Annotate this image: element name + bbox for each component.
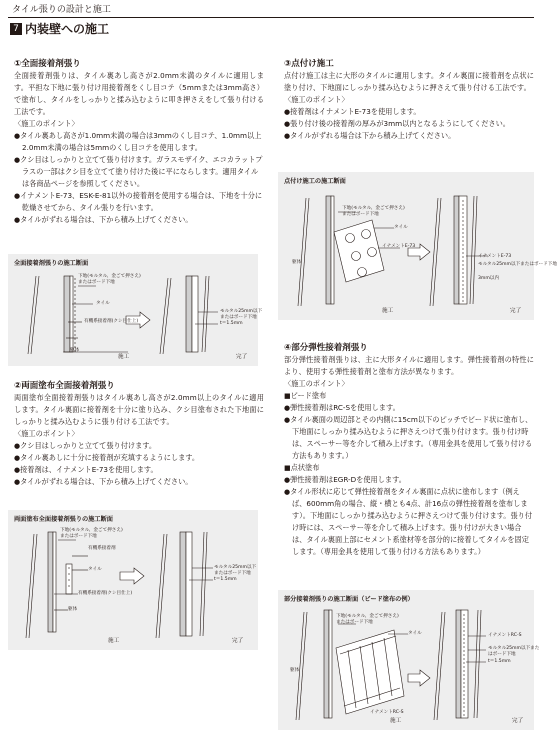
label-mortar-alt: またはボード下地 <box>220 315 257 320</box>
label-adhesive-back: 有機系接着剤 <box>88 546 116 551</box>
points-label: 〈施工のポイント〉 <box>284 95 349 104</box>
step-construction: 施工 <box>390 718 402 724</box>
label-mortar: モルタル25mm以下また <box>488 646 540 651</box>
label-mortar: モルタル25mm以下 <box>214 565 257 570</box>
bullet-item: ● タイル裏面の周辺部とその内側に15cm以下のピッチでビード状に塗布し、下地面にしっかり揉み込むように押さえつけて張り付けます。張り付け時は、スペーサー等を介して積み上げます。（専用金具を使用して張り付ける方法もあります。） <box>284 414 534 462</box>
subhead-bead: ■ ビード塗布 <box>284 390 534 402</box>
label-substrate: 下地(モルタル、金ごて押さえ) <box>78 274 141 279</box>
label-mortar: モルタル25mm以下またはボード下地 <box>478 262 557 267</box>
label-substrate: 下地(モルタル、金ごて押さえ) <box>60 528 123 533</box>
section-full-adhesive <box>14 58 264 226</box>
label-tile: タイル <box>88 567 102 572</box>
bullet-item: ● 接着剤は、イナメントE-73を使用します。 <box>14 464 264 476</box>
page-title: 内装壁への施工 <box>25 22 110 36</box>
label-structure: 躯体 <box>290 668 300 673</box>
label-thickness: 3mm以内 <box>478 276 500 281</box>
bullet-item: ● 張り付け後の接着剤の厚みが3mm以内となるようにしてください。 <box>284 118 534 130</box>
section-heading: ①全面接着剤張り <box>14 59 81 69</box>
bullet-item: ● クシ目はしっかりと立てて張り付けます。 <box>14 440 264 452</box>
step-construction: 施工 <box>108 638 120 644</box>
label-adhesive: 有機系接着剤(クシ目仕上) <box>78 591 133 596</box>
label-adhesive-left: イナメントRC-S <box>370 710 404 715</box>
label-thickness: t＝1.5mm <box>220 321 243 326</box>
section-number-badge: 7 <box>10 23 22 35</box>
diagram-title: 両面塗布全面接着剤張りの施工断面 <box>14 516 113 523</box>
label-tile: タイル <box>394 225 408 230</box>
label-thickness: t＝1.5mm <box>488 659 511 664</box>
label-adhesive: 有機系接着剤(クシ目仕上) <box>84 319 139 324</box>
section-spot-bonding <box>284 58 534 142</box>
header-rule <box>8 17 534 18</box>
label-structure: 躯体 <box>70 348 80 353</box>
label-adhesive-right: イナメントRC-S <box>488 633 522 638</box>
label-substrate: 下地(モルタル、金ごて押さえ) <box>336 614 399 619</box>
section-heading: ②両面塗布全面接着剤張り <box>14 381 115 391</box>
header-subtitle: タイル張りの設計と施工 <box>12 5 111 15</box>
bullet-item: ● イナメントE-73、ESK-E-81以外の接着剤を使用する場合は、下地を十分に乾燥させてから、タイル張りを行います。 <box>14 190 264 214</box>
label-substrate-alt: またはボード下地 <box>342 212 379 217</box>
bullet-item: ● タイルがずれる場合は、下から積み上げてください。 <box>14 214 264 226</box>
points-label: 〈施工のポイント〉 <box>284 379 349 388</box>
step-complete: 完了 <box>236 354 248 360</box>
step-complete: 完了 <box>510 308 522 314</box>
subhead-dot: ■ 点状塗布 <box>284 462 534 474</box>
points-label: 〈施工のポイント〉 <box>14 429 79 438</box>
page-header <box>8 4 534 36</box>
bullet-item: ● タイル形状に応じて弾性接着剤をタイル裏面に点状に塗布します（例えば、600mm角の場合、縦・横とも4点、計16点の弾性接着剤を塗布します）。下地面にしっかり揉み込むように押さえつけて張り付けます。張り付け時には、スペーサー等を介して積み上げます。張り付けが大きい場合は、タイル裏面上部にセメント系塗材等を部分的に接着してタイルを固定します。（専用金具を使用して張り付ける方法もあります。） <box>284 486 534 558</box>
label-substrate-alt: またはボード下地 <box>60 534 97 539</box>
label-adhesive-left: イナメントE-73 <box>382 244 416 249</box>
label-structure: 躯体 <box>68 607 78 612</box>
section-heading: ③点付け施工 <box>284 59 334 69</box>
label-tile: タイル <box>408 631 422 636</box>
label-mortar: モルタル25mm以下 <box>220 309 263 314</box>
bullet-item: ● タイルがずれる場合は、下から積み上げてください。 <box>14 476 264 488</box>
section-body: 全面接着剤張りは、タイル裏あし高さが2.0mm未満のタイルに適用します。平担な下地に張り付け用接着剤をくし目コテ（5mmまたは3mm高さ）で塗布し、タイルをしっかりと揉み込むように叩き押さえをして張り付ける工法です。 <box>14 71 264 116</box>
diagram-partial-elastic <box>278 590 540 730</box>
step-complete: 完了 <box>232 638 244 644</box>
diagram-spot-bonding <box>278 172 557 320</box>
label-mortar-alt: またはボード下地 <box>214 571 251 576</box>
header-title-row <box>10 20 109 37</box>
bullet-item: ● 弾性接着剤はRC-Sを使用します。 <box>284 402 534 414</box>
diagram-title: 部分接着剤張りの施工断面（ビード塗布の例） <box>284 596 414 603</box>
diagram-title: 全面接着剤張りの施工断面 <box>14 260 89 267</box>
bullet-item: ● タイル裏あしに十分に接着剤が充填するようにします。 <box>14 452 264 464</box>
diagram-full-adhesive <box>8 254 263 366</box>
label-thickness: t＝1.5mm <box>214 577 237 582</box>
bullet-item: ● 接着剤はイナメントE-73を使用します。 <box>284 106 534 118</box>
diagram-double-coat <box>8 510 258 650</box>
label-tile: タイル <box>96 301 110 306</box>
bullet-item: ● タイル裏あし高さが1.0mm未満の場合は3mmのくし目コテ、1.0mm以上2.0mm未満の場合は5mmのくし目コテを使用します。 <box>14 130 264 154</box>
label-adhesive-right: イナメントE-73 <box>478 254 512 259</box>
section-body: 点付け施工は主に大形のタイルに適用します。タイル裏面に接着剤を点状に塗り付け、下地面にしっかり揉み込むように押さえて張り付ける工法です。 <box>284 71 534 92</box>
bullet-item: ● 弾性接着剤はEGR-Dを使用します。 <box>284 474 534 486</box>
label-structure: 躯体 <box>292 260 302 265</box>
section-body: 両面塗布全面接着剤張りはタイル裏あし高さが2.0mm以上のタイルに適用します。タイル裏面に接着剤を十分に塗り込み、クシ目塗布された下地面にしっかりと揉み込むように張り付ける工法です。 <box>14 393 264 426</box>
section-heading: ④部分弾性接着剤張り <box>284 343 368 353</box>
section-double-coat <box>14 380 264 488</box>
points-label: 〈施工のポイント〉 <box>14 119 79 128</box>
step-complete: 完了 <box>512 718 524 724</box>
label-substrate-alt: またはボード下地 <box>336 620 373 625</box>
label-substrate: 下地(モルタル、金ごて押さえ) <box>342 206 405 211</box>
label-mortar-alt: はボード下地 <box>488 652 516 657</box>
step-construction: 施工 <box>118 354 130 360</box>
section-partial-elastic <box>284 342 534 558</box>
section-body: 部分弾性接着剤張りは、主に大形タイルに適用します。弾性接着剤の特性により、使用する弾性接着剤と塗布方法が異なります。 <box>284 355 534 376</box>
step-construction: 施工 <box>382 308 394 314</box>
diagram-title: 点付け施工の施工断面 <box>284 178 346 185</box>
bullet-item: ● クシ目はしっかりと立てて張り付けます。ガラスモザイク、エコカラットプラスの一部はクシ目を立てて塗り付けた後に平にならします。適用タイルは各商品ページを参照してください。 <box>14 154 264 190</box>
bullet-item: ● タイルがずれる場合は下から積み上げてください。 <box>284 130 534 142</box>
label-substrate-alt: またはボード下地 <box>78 280 115 285</box>
